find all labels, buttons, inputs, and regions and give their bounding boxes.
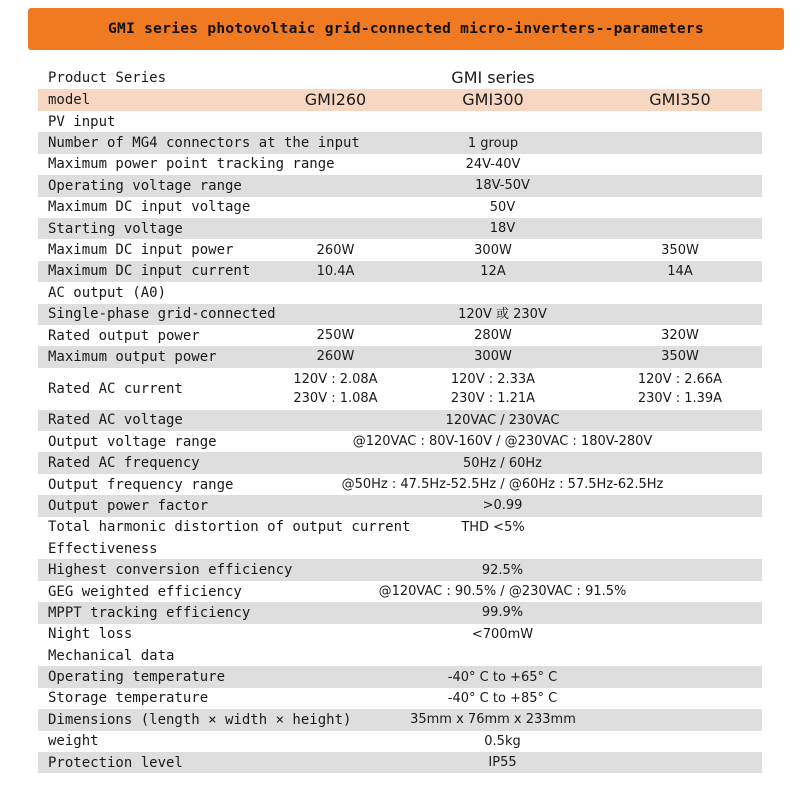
spec-label: Mechanical data (48, 647, 175, 664)
current-line: 230V : 1.39A (637, 390, 723, 406)
spec-label: Maximum DC input voltage (48, 199, 251, 216)
spec-row (38, 325, 762, 346)
current-line: 120V : 2.33A (450, 371, 536, 387)
spec-row (38, 239, 762, 260)
spec-value-model-1: 10.4A (316, 263, 355, 279)
spec-value: @50Hz : 47.5Hz-52.5Hz / @60Hz : 57.5Hz-62.5Hz (341, 477, 664, 493)
spec-label: Highest conversion efficiency (48, 562, 293, 579)
spec-value-model-3: 350W (661, 242, 699, 258)
spec-label: Total harmonic distortion of output current (48, 519, 411, 536)
spec-value-model-3: 14A (667, 263, 693, 279)
spec-label: Rated output power (48, 327, 200, 344)
spec-label: Number of MG4 connectors at the input (48, 135, 360, 152)
spec-value: 120V 或 230V (458, 306, 547, 322)
spec-label: Rated AC frequency (48, 455, 200, 472)
spec-label: Dimensions (length × width × height) (48, 711, 352, 728)
spec-label: Output power factor (48, 497, 209, 514)
spec-label: Maximum DC input current (48, 263, 251, 280)
spec-row (38, 602, 762, 623)
series-name: GMI series (451, 67, 535, 87)
spec-value: 1 group (467, 135, 519, 151)
spec-label: Starting voltage (48, 220, 183, 237)
spec-value-model-3: 320W (661, 328, 699, 344)
spec-rows (38, 111, 762, 773)
spec-label: Output frequency range (48, 476, 234, 493)
spec-value-model-1: 260W (316, 349, 355, 365)
spec-row (38, 304, 762, 325)
spec-value-model-3: 350W (661, 349, 699, 365)
spec-value-model-1: 260W (316, 242, 355, 258)
spec-value: 18V (489, 221, 516, 237)
spec-label: Maximum power point tracking range (48, 156, 335, 173)
spec-label: Operating voltage range (48, 177, 242, 194)
spec-row (38, 731, 762, 752)
spec-row (38, 645, 762, 666)
spec-row (38, 431, 762, 452)
spec-row (38, 346, 762, 367)
spec-row (38, 282, 762, 303)
spec-row (38, 624, 762, 645)
spec-value: -40° C to +85° C (447, 690, 558, 706)
spec-row (38, 559, 762, 580)
spec-row (38, 368, 762, 410)
spec-row (38, 517, 762, 538)
spec-row (38, 581, 762, 602)
spec-value-model-1 (243, 373, 408, 405)
spec-table (38, 66, 762, 773)
spec-row (38, 410, 762, 431)
spec-row (38, 688, 762, 709)
series-header-row (38, 66, 762, 89)
spec-row (38, 175, 762, 196)
spec-label: weight (48, 733, 99, 750)
title-banner (28, 8, 784, 50)
spec-row (38, 538, 762, 559)
spec-row (38, 154, 762, 175)
spec-value: >0.99 (482, 498, 523, 514)
spec-value-model-2: 12A (480, 263, 506, 279)
spec-label: Night loss (48, 626, 133, 643)
spec-value: IP55 (488, 755, 517, 771)
spec-value-model-2: 300W (474, 242, 512, 258)
spec-label: Rated AC voltage (48, 412, 183, 429)
spec-value: -40° C to +65° C (447, 669, 558, 685)
spec-row (38, 261, 762, 282)
spec-value: 92.5% (481, 562, 524, 578)
model-gmi260: GMI260 (304, 90, 367, 109)
spec-value-model-2: 280W (474, 328, 512, 344)
spec-value-model-1: 250W (316, 328, 355, 344)
spec-label: Maximum DC input power (48, 242, 234, 259)
spec-value: 50Hz / 60Hz (463, 455, 542, 471)
current-line: 120V : 2.08A (293, 371, 378, 387)
spec-label: Maximum output power (48, 348, 217, 365)
spec-row (38, 752, 762, 773)
spec-label: Protection level (48, 754, 183, 771)
spec-label: Storage temperature (48, 690, 209, 707)
spec-value: 24V-40V (465, 156, 521, 172)
spec-value: 50V (489, 199, 516, 215)
spec-row (38, 709, 762, 730)
spec-value: THD <5% (461, 519, 525, 535)
spec-row (38, 452, 762, 473)
current-line: 230V : 1.21A (450, 390, 536, 406)
spec-label: MPPT tracking efficiency (48, 604, 251, 621)
spec-value: 0.5kg (484, 733, 521, 749)
spec-label: Rated AC current (48, 380, 183, 397)
spec-value: <700mW (471, 626, 534, 642)
spec-label: Effectiveness (48, 540, 158, 557)
spec-label: PV input (48, 113, 116, 130)
spec-label: AC output (A0) (48, 284, 167, 301)
spec-row (38, 474, 762, 495)
spec-value-model-3 (578, 373, 762, 405)
spec-label: GEG weighted efficiency (48, 583, 242, 600)
spec-row (38, 495, 762, 516)
product-series-label: Product Series (48, 69, 167, 86)
spec-row (38, 132, 762, 153)
spec-label: Single-phase grid-connected (48, 306, 276, 323)
spec-row (38, 197, 762, 218)
spec-label: Output voltage range (48, 433, 217, 450)
spec-row (38, 218, 762, 239)
spec-value: 120VAC / 230VAC (445, 412, 560, 428)
model-header-row (38, 89, 762, 111)
current-line: 230V : 1.08A (293, 390, 378, 406)
spec-value: 99.9% (481, 605, 524, 621)
current-line: 120V : 2.66A (637, 371, 723, 387)
spec-value-model-2: 300W (474, 349, 512, 365)
spec-label: Operating temperature (48, 669, 226, 686)
spec-value: 35mm x 76mm x 233mm (410, 712, 576, 728)
spec-value: 18V-50V (475, 178, 530, 194)
page-title: GMI series photovoltaic grid-connected micro-inverters--parameters (108, 21, 704, 37)
spec-row (38, 111, 762, 132)
spec-value: @120VAC : 90.5% / @230VAC : 91.5% (378, 584, 627, 599)
model-gmi300: GMI300 (462, 90, 524, 109)
spec-row (38, 666, 762, 687)
model-label: model (48, 92, 91, 108)
spec-value-model-2 (408, 373, 578, 405)
spec-value: @120VAC : 80V-160V / @230VAC : 180V-280V (352, 434, 653, 450)
model-gmi350: GMI350 (649, 90, 711, 109)
